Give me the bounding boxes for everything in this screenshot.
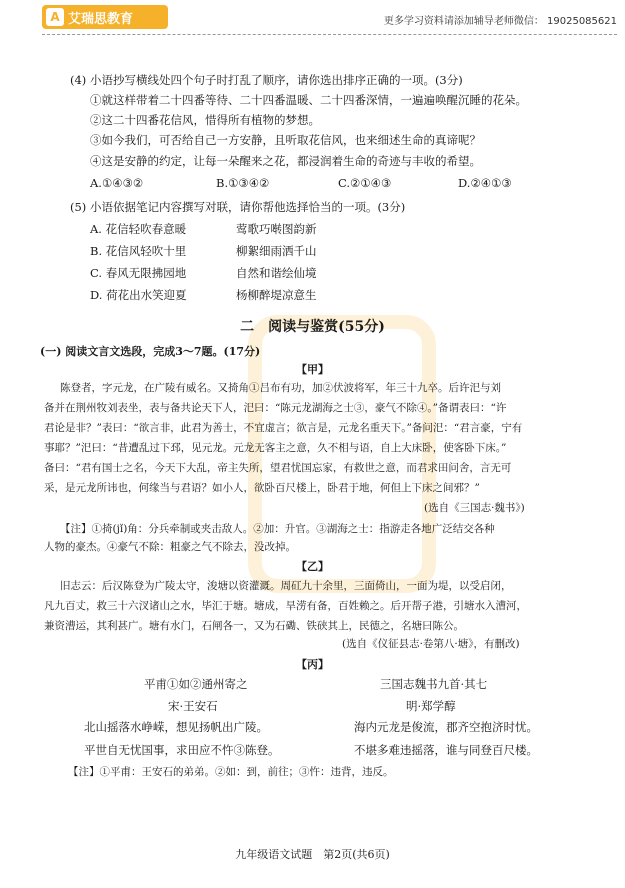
poem1-author: 宋·王安石 <box>168 699 218 713</box>
passage-jia-line: 陈登者，字元龙，在广陵有威名。又掎角①吕布有功，加②伏波将军，年三十九卒。后许汜与刘 <box>60 382 501 394</box>
passage-yi-source: (选自《仪征县志·卷第八·塘》，有删改) <box>342 638 520 650</box>
q4-option-a: A.①④③② <box>90 176 144 190</box>
poem2-author: 明·郑学醇 <box>406 699 456 713</box>
q5-option-c-second: 自然和谐绘仙境 <box>236 266 317 280</box>
q5-option-b-second: 柳絮细雨洒千山 <box>236 244 317 258</box>
poem1-title: 平甫①如②通州寄之 <box>144 677 248 691</box>
q5-option-a-second: 莺歌巧啭图韵新 <box>236 222 317 236</box>
q4-sentence-2: ②这二十四番花信风，惜得所有植物的梦想。 <box>90 113 320 127</box>
q5-stem: (5) 小语依据笔记内容撰写对联，请你帮他选择恰当的一项。(3分) <box>70 200 406 214</box>
passage-yi-line: 凡九百丈，救三十六汊诸山之水，毕汇于塘。塘成，旱涝有备，百姓赖之。后开帮子港，引塘水入漕河， <box>44 600 527 612</box>
poem1-line: 北山摇落水峥嵘，想见扬帆出广陵。 <box>84 720 268 734</box>
page-footer: 九年级语文试题 第2页(共6页) <box>235 848 390 861</box>
passage-jia-line: 备曰：“君有国士之名，今天下大乱，帝主失所，望君忧国忘家，有救世之意，而君求田问舍，言无可 <box>44 462 512 474</box>
q4-stem: (4) 小语抄写横线处四个句子时打乱了顺序，请你选出排序正确的一项。(3分) <box>70 73 463 87</box>
part1-intro: (一) 阅读文言文选段，完成3～7题。(17分) <box>40 345 261 358</box>
q4-option-c: C.②①④③ <box>338 176 392 190</box>
passage-bing-note: 【注】①平甫：王安石的弟弟。②如：到，前往；③忤：违背，违反。 <box>68 766 394 778</box>
passage-jia-note: 人物的豪杰。④豪气不除：粗豪之气不除去，没改掉。 <box>44 541 296 553</box>
logo-icon: A <box>46 8 64 26</box>
q4-sentence-4: ④这是安静的约定，让每一朵醒来之花，都浸润着生命的奇迹与丰收的希望。 <box>90 154 481 168</box>
poem1-line: 平世自无忧国事，求田应不忤③陈登。 <box>84 743 280 757</box>
passage-bing-label: 【丙】 <box>296 658 329 671</box>
logo-text: 艾瑞思教育 <box>68 11 134 27</box>
poem2-line: 不堪多难违摇落，谁与同登百尺楼。 <box>354 743 538 757</box>
passage-jia-label: 【甲】 <box>296 363 329 376</box>
passage-jia-source: (选自《三国志·魏书》) <box>424 502 525 514</box>
passage-jia-note: 【注】①掎(jǐ)角：分兵牵制或夹击敌人。②加：升官。③湖海之士：指游走各地广泛结交各种 <box>60 523 495 535</box>
passage-yi-line: 旧志云：后汉陈登为广陵太守，浚塘以资灌溉。周矼九十余里，三面倚山，一面为堤，以受启闭， <box>60 580 512 592</box>
passage-yi-line: 兼资漕运，其利甚广。塘有水门，石闸各一，又为石磡、铁硖其上，民德之，名塘曰陈公。 <box>44 620 464 632</box>
contact-info: 更多学习资料请添加辅导老师微信： 19025085621 <box>383 16 617 27</box>
q5-option-d-first: D. 荷花出水笑迎夏 <box>90 288 187 302</box>
q5-option-b-first: B. 花信风轻吹十里 <box>90 244 187 258</box>
poem2-title: 三国志魏书九首·其七 <box>380 677 488 691</box>
q5-option-c-first: C. 春风无限拂园地 <box>90 266 187 280</box>
passage-jia-line: 采，是元龙所讳也，何缘当与君语？如小人，欲卧百尺楼上，卧君于地，何但上下床之间邪？” <box>44 482 480 494</box>
passage-jia-line: 君论是非？”表曰：“欲言非，此君为善士，不宜虚言；欲言是，元龙名重天下。”备问汜：“君言豪，宁有 <box>44 422 523 434</box>
section-title: 二 阅读与鉴赏(55分) <box>240 319 385 335</box>
header-divider <box>42 34 617 35</box>
q4-sentence-1: ①就这样带着二十四番等待、二十四番温暖、二十四番深情，一遍遍唤醒沉睡的花朵。 <box>90 93 527 107</box>
brand-logo <box>42 5 168 29</box>
q4-sentence-3: ③如今我们，可否给自己一方安静，且听取花信风，也来细述生命的真谛呢？ <box>90 133 481 147</box>
passage-jia-line: 事耶？”汜曰：“昔遭乱过下邳，见元龙。元龙无客主之意，久不相与语，自上大床卧，使客卧下床。” <box>44 442 507 454</box>
page-header <box>0 0 625 38</box>
passage-jia-line: 备并在荆州牧刘表坐，表与备共论天下人，汜曰：“陈元龙湖海之士③，豪气不除④。”备谓表曰：“许 <box>44 402 507 414</box>
q5-option-d-second: 杨柳醉堤凉意生 <box>236 288 317 302</box>
poem2-line: 海内元龙是俊流，郡齐空抱济时忧。 <box>354 720 538 734</box>
q5-option-a-first: A. 花信轻吹春意暖 <box>90 222 187 236</box>
q4-option-d: D.②④①③ <box>458 176 512 190</box>
q4-option-b: B.①③④② <box>216 176 270 190</box>
passage-yi-label: 【乙】 <box>296 560 329 573</box>
